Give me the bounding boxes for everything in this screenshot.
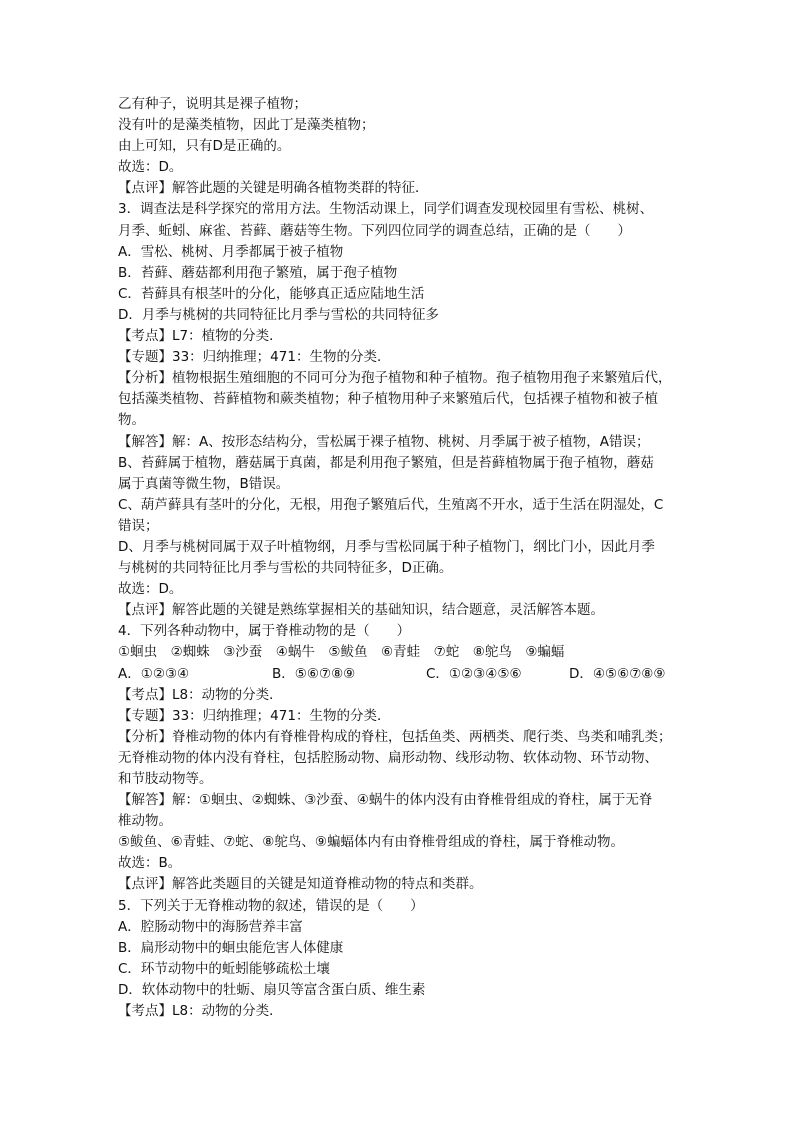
text-line: 无脊椎动物的体内没有脊柱，包括腔肠动物、扁形动物、线形动物、软体动物、环节动物、 xyxy=(118,749,658,766)
question-4-option-d: D．④⑤⑥⑦⑧⑨ xyxy=(569,665,666,682)
text-line: 由上可知，只有D是正确的。 xyxy=(118,138,291,155)
question-3-option-c: C．苔藓具有根茎叶的分化，能够真正适应陆地生活 xyxy=(118,285,425,302)
text-line: ⑤鲅鱼、⑥青蛙、⑦蛇、⑧鸵鸟、⑨蝙蝠体内有由脊椎骨组成的脊柱，属于脊椎动物。 xyxy=(118,834,625,851)
text-line: 故选：B。 xyxy=(118,855,182,872)
text-line: 【专题】33：归纳推理；471：生物的分类． xyxy=(118,349,391,366)
question-3-stem: 3．调查法是科学探究的常用方法。生物活动课上，同学们调查发现校园里有雪松、桃树、 xyxy=(118,201,654,218)
text-line: 物。 xyxy=(118,412,145,429)
question-5-option-c: C．环节动物中的蚯蚓能够疏松土壤 xyxy=(118,960,330,977)
question-4-option-c: C．①②③④⑤⑥ xyxy=(426,665,522,682)
question-5-option-a: A．腔肠动物中的海肠营养丰富 xyxy=(118,918,303,935)
text-line: C、葫芦藓具有茎叶的分化，无根，用孢子繁殖后代，生殖离不开水，适于生活在阴湿处，C xyxy=(118,496,664,513)
text-line: 【考点】L7：植物的分类． xyxy=(118,328,283,345)
question-4-animal-list: ①蛔虫 ②蜘蛛 ③沙蚕 ④蜗牛 ⑤鲅鱼 ⑥青蛙 ⑦蛇 ⑧鸵鸟 ⑨蝙蝠 xyxy=(118,644,565,661)
text-line: D、月季与桃树同属于双子叶植物纲，月季与雪松同属于种子植物门，纲比门小，因此月季 xyxy=(118,538,655,555)
question-4-option-a: A．①②③④ xyxy=(118,665,190,682)
text-line: 【点评】解答此题的关键是明确各植物类群的特征． xyxy=(118,180,429,197)
question-3-option-d: D．月季与桃树的共同特征比月季与雪松的共同特征多 xyxy=(118,306,439,323)
text-line: 【分析】植物根据生殖细胞的不同可分为孢子植物和种子植物。孢子植物用孢子来繁殖后代， xyxy=(118,370,672,387)
text-line: 包括藻类植物、苔藓植物和蕨类植物；种子植物用种子来繁殖后代，包括裸子植物和被子植 xyxy=(118,391,658,408)
document-page xyxy=(118,94,684,1022)
question-3-option-b: B．苔藓、蘑菇都利用孢子繁殖，属于孢子植物 xyxy=(118,264,398,281)
text-line: 故选：D。 xyxy=(118,581,183,598)
text-line: 【考点】L8：动物的分类． xyxy=(118,1003,283,1020)
text-line: 属于真菌等微生物，B错误。 xyxy=(118,475,290,492)
text-line: 乙有种子，说明其是裸子植物； xyxy=(118,96,307,112)
text-line: 椎动物。 xyxy=(118,813,172,830)
question-5-option-b: B．扁形动物中的蛔虫能危害人体健康 xyxy=(118,939,344,956)
text-line: 错误； xyxy=(118,517,159,534)
question-5-option-d: D．软体动物中的牡蛎、扇贝等富含蛋白质、维生素 xyxy=(118,981,426,998)
text-line: 没有叶的是藻类植物，因此丁是藻类植物； xyxy=(118,117,375,134)
text-line: 【解答】解：①蛔虫、②蜘蛛、③沙蚕、④蜗牛的体内没有由脊椎骨组成的脊柱，属于无脊 xyxy=(118,792,653,809)
text-line: 和节肢动物等。 xyxy=(118,771,213,787)
question-5-stem: 5．下列关于无脊椎动物的叙述，错误的是（ ） xyxy=(118,897,424,914)
text-line: 【点评】解答此类题目的关键是知道脊椎动物的特点和类群。 xyxy=(118,876,483,893)
text-line: 【分析】脊椎动物的体内有脊椎骨构成的脊柱，包括鱼类、两栖类、爬行类、鸟类和哺乳类； xyxy=(118,728,672,745)
question-4-option-b: B．⑤⑥⑦⑧⑨ xyxy=(272,665,356,682)
text-line: B、苔藓属于植物，蘑菇属于真菌，都是利用孢子繁殖，但是苔藓植物属于孢子植物，蘑菇 xyxy=(118,454,654,471)
text-line: 【考点】L8：动物的分类． xyxy=(118,686,283,703)
text-line: 【解答】解：A、按形态结构分，雪松属于裸子植物、桃树、月季属于被子植物，A错误； xyxy=(118,433,650,450)
question-4-stem: 4．下列各种动物中，属于脊椎动物的是（ ） xyxy=(118,623,411,640)
text-line: 与桃树的共同特征比月季与雪松的共同特征多，D正确。 xyxy=(118,560,453,577)
text-line: 【点评】解答此题的关键是熟练掌握相关的基础知识，结合题意，灵活解答本题。 xyxy=(118,602,604,619)
question-3-stem: 月季、蚯蚓、麻雀、苔藓、蘑菇等生物。下列四位同学的调查总结，正确的是（ ） xyxy=(118,222,631,239)
question-3-option-a: A．雪松、桃树、月季都属于被子植物 xyxy=(118,243,344,260)
text-line: 【专题】33：归纳推理；471：生物的分类． xyxy=(118,707,391,724)
text-line: 故选：D。 xyxy=(118,159,183,176)
question-4-options xyxy=(118,664,684,685)
